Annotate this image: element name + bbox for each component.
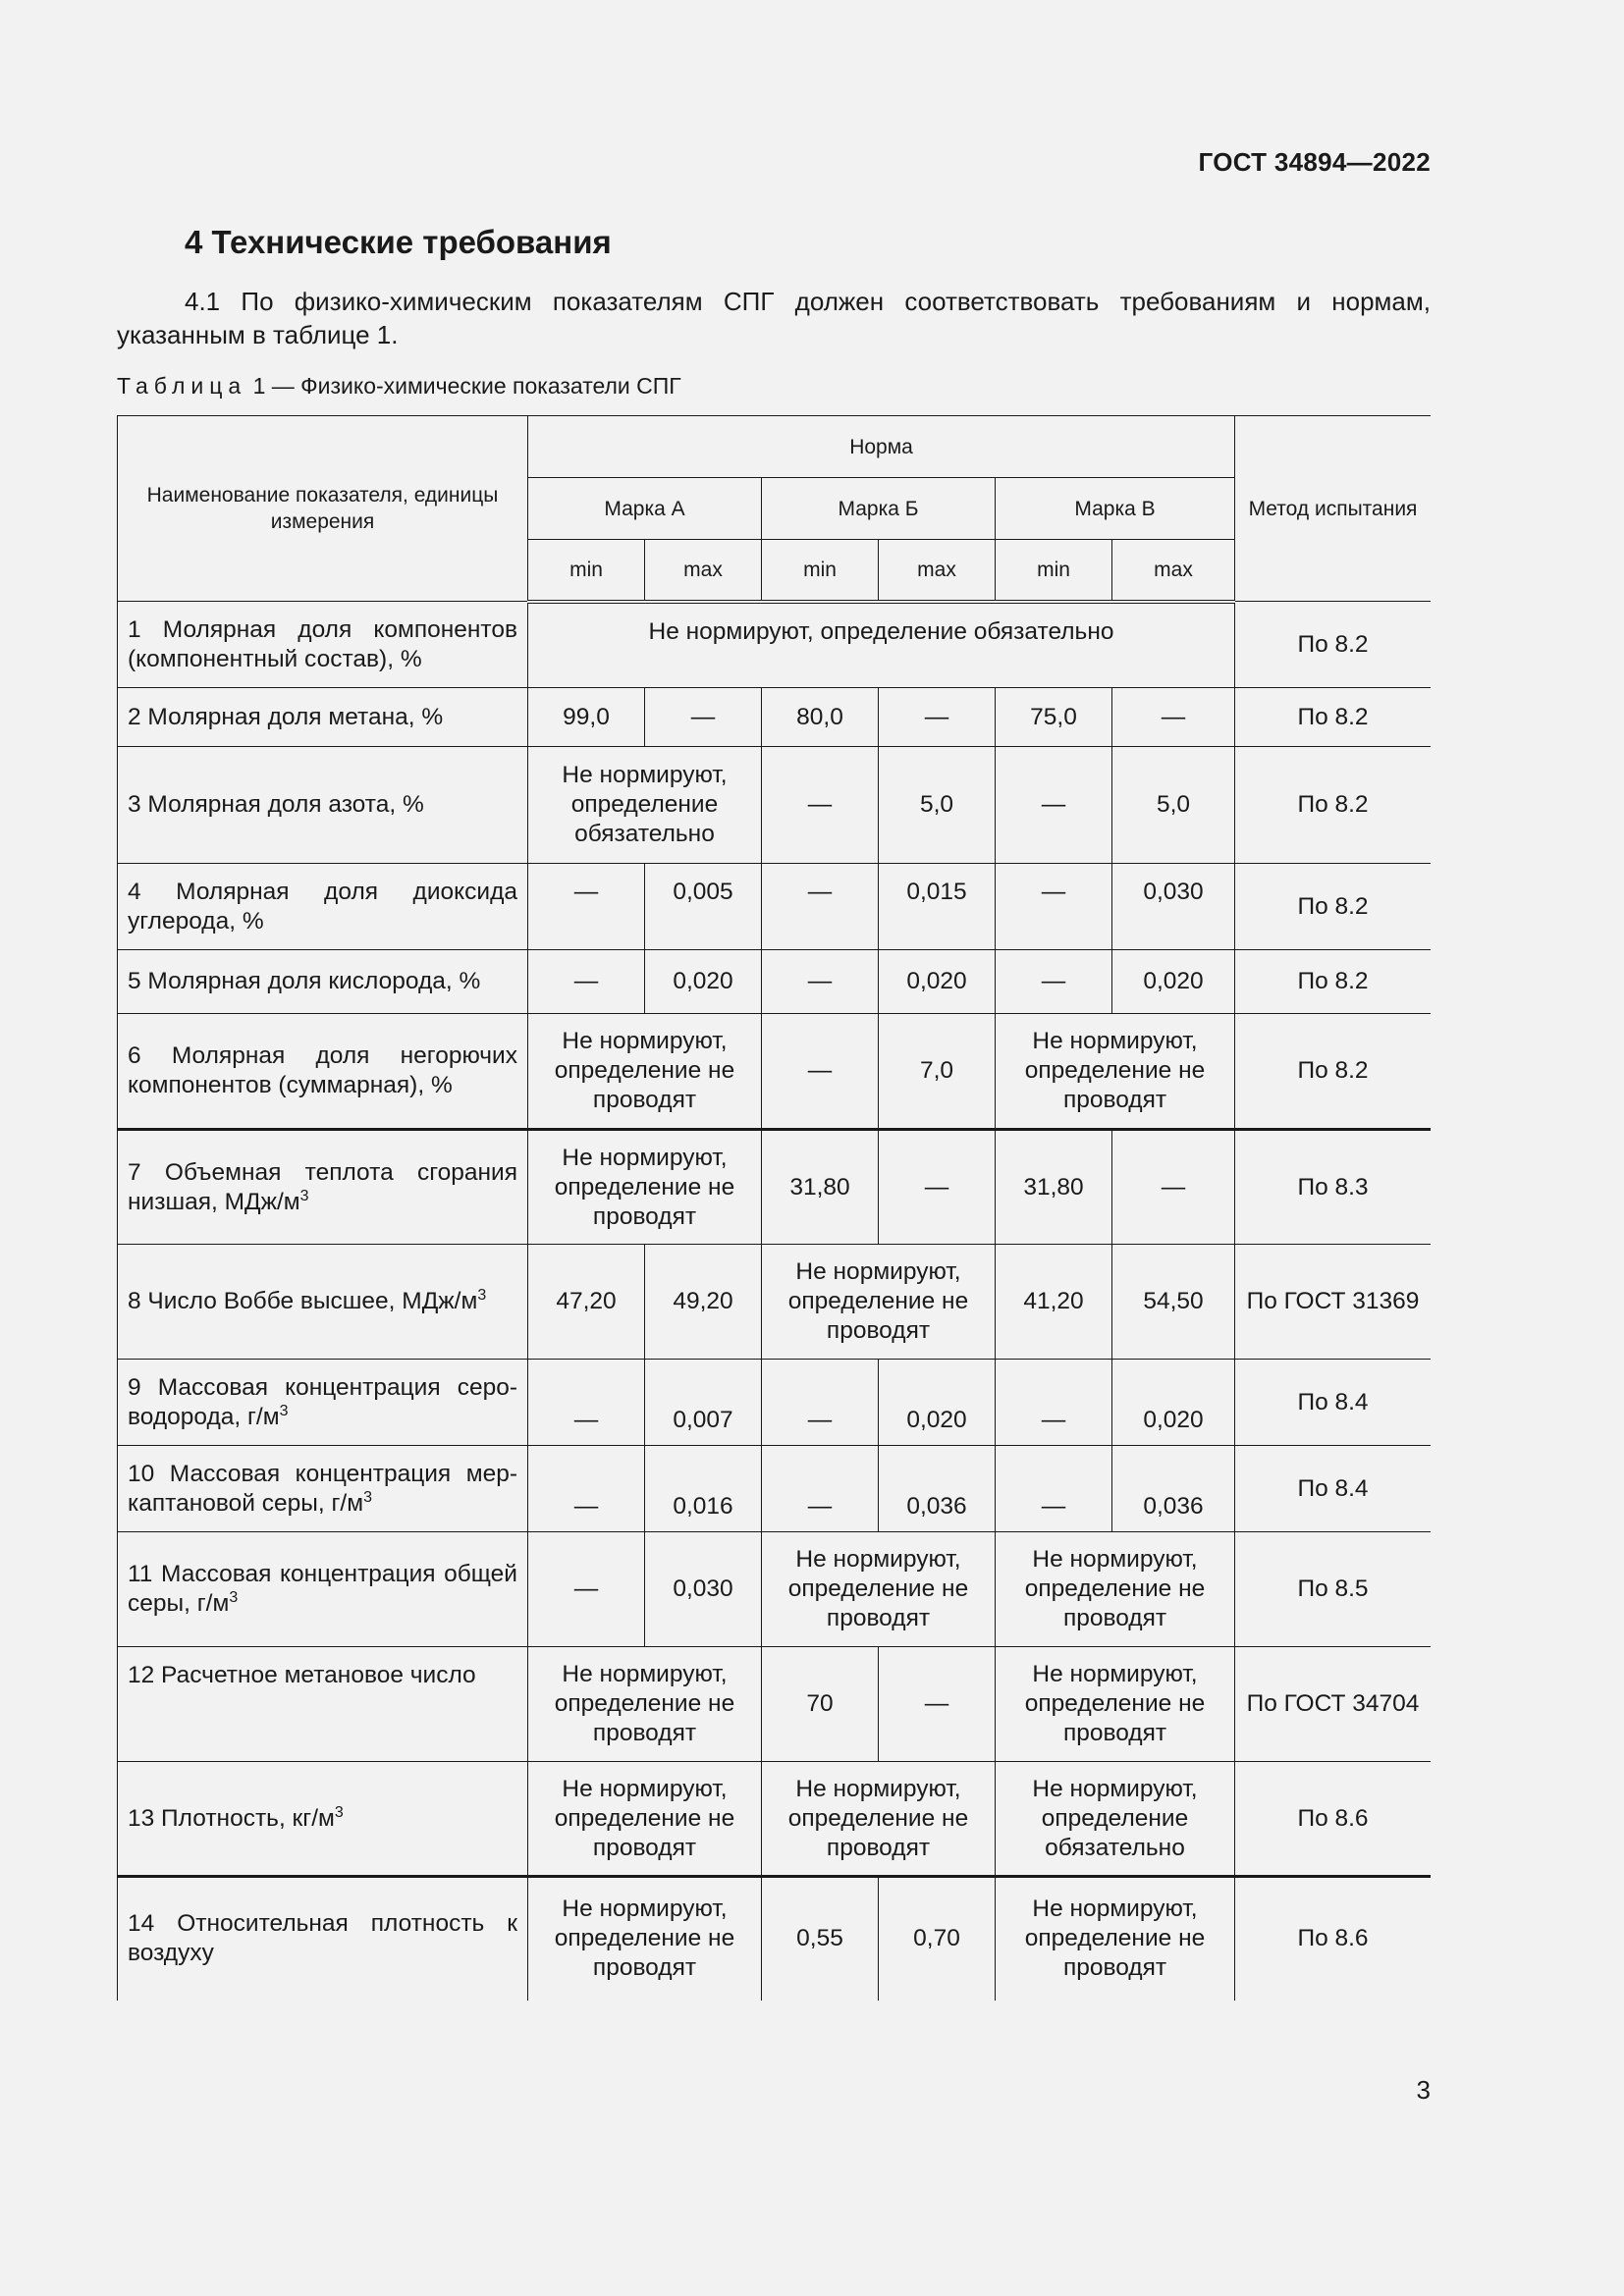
grade-v-min: 75,0 [996,688,1112,747]
grade-v-min: — [996,950,1112,1014]
row-method: По 8.2 [1235,864,1431,950]
grade-a-span: Не нормируют, определение не проводят [528,1130,762,1245]
grade-v-max: 0,030 [1112,864,1235,950]
grade-b-max: — [879,688,996,747]
grade-a-min: 47,20 [528,1245,645,1360]
grade-b-min: 70 [762,1647,879,1762]
grade-b-max: 5,0 [879,747,996,864]
row-name [118,1245,528,1360]
table-row [118,1014,1432,1130]
grade-v-span: Не нормируют, определение не проводят [996,1647,1235,1762]
grade-b-min: — [762,747,879,864]
section-title: 4 Технические требования [185,224,612,260]
table-row [118,950,1432,1014]
grade-b-min: — [762,864,879,950]
grade-a-span: Не нормируют, определение не проводят [528,1762,762,1877]
grade-v-min: 41,20 [996,1245,1112,1360]
row-name-text: 9 Массовая концентрация сероводорода, г/м [128,1373,517,1430]
grade-b-min: — [762,1014,879,1130]
page-number: 3 [1416,2075,1431,2105]
row-method: По 8.2 [1235,602,1431,688]
document-code: ГОСТ 34894—2022 [1198,147,1431,177]
grade-v-span: Не нормируют, определение обязательно [996,1762,1235,1877]
row-name: 6 Молярная доля негорючих компонентов (суммарная), % [118,1014,528,1130]
grade-v-span: Не нормируют, определение не проводят [996,1014,1235,1130]
grade-v-max: 0,036 [1112,1446,1235,1532]
grade-a-span: Не нормируют, определение не проводят [528,1877,762,2001]
grade-a-max: 0,030 [645,1532,762,1647]
row-name-text: 11 Массовая концентрация общей серы, г/м [128,1561,517,1617]
grade-v-span: Не нормируют, определение не проводят [996,1877,1235,2001]
grade-a-max: 0,020 [645,950,762,1014]
row-name [118,1360,528,1446]
row-name [118,1446,528,1532]
row-method: По 8.5 [1235,1532,1431,1647]
table-row [118,1877,1432,2001]
grade-a-span: Не нормируют, определение не проводят [528,1647,762,1762]
header-grade-a: Марка А [528,478,762,540]
grade-b-min: — [762,1446,879,1532]
header-max: max [1112,540,1235,602]
row-name-text: 7 Объемная теплота сгорания низшая, МДж/м [128,1158,517,1215]
superscript: 3 [299,1187,309,1204]
grade-a-span: Не нормируют, определение не проводят [528,1014,762,1130]
grade-b-min: — [762,1360,879,1446]
grade-b-span: Не нормируют, определение не проводят [762,1532,996,1647]
grade-v-min: 31,80 [996,1130,1112,1245]
row-method: По 8.3 [1235,1130,1431,1245]
superscript: 3 [279,1402,289,1419]
header-min: min [762,540,879,602]
table-row [118,688,1432,747]
grade-a-min: 99,0 [528,688,645,747]
superscript: 3 [334,1803,344,1821]
grade-b-max: 0,036 [879,1446,996,1532]
row-name [118,1532,528,1647]
grade-b-span: Не нормируют, определение не проводят [762,1245,996,1360]
grade-b-max: 0,70 [879,1877,996,2001]
grade-a-min: — [528,864,645,950]
table-caption [117,373,681,400]
grade-a-min: — [528,1446,645,1532]
row-name: 1 Молярная доля компонентов (компонентный состав), % [118,602,528,688]
header-min: min [528,540,645,602]
row-method: По 8.2 [1235,747,1431,864]
header-method: Метод испытания [1235,416,1431,602]
row-name-text: 13 Плотность, кг/м [128,1804,335,1832]
header-grade-v: Марка В [996,478,1235,540]
grade-v-max: — [1112,1130,1235,1245]
row-method: По 8.4 [1235,1360,1431,1446]
grade-v-max: 54,50 [1112,1245,1235,1360]
grade-b-max: 0,015 [879,864,996,950]
row-method: По 8.2 [1235,1014,1431,1130]
grade-v-min: — [996,1360,1112,1446]
row-name [118,1130,528,1245]
table-row [118,864,1432,950]
row-method: По ГОСТ 34704 [1235,1647,1431,1762]
table-row [118,1245,1432,1360]
grade-a-max: — [645,688,762,747]
caption-label: Таблица [117,373,247,399]
grade-v-max: 5,0 [1112,747,1235,864]
row-method: По ГОСТ 31369 [1235,1245,1431,1360]
row-name: 12 Расчетное метановое число [118,1647,528,1762]
header-norm: Норма [528,416,1235,478]
row-name-text: 10 Массовая концентрация меркаптановой серы, г/м [128,1460,517,1517]
superscript: 3 [229,1589,239,1606]
intro-paragraph: 4.1 По физико-химическим показателям СПГ должен соответствовать требованиям и нормам, указанным в таблице 1. [117,287,1431,349]
grade-a-max: 0,016 [645,1446,762,1532]
grade-v-span: Не нормируют, определение не проводят [996,1532,1235,1647]
grade-v-max: 0,020 [1112,950,1235,1014]
grade-b-max: — [879,1647,996,1762]
row-name [118,1762,528,1877]
grade-v-max: — [1112,688,1235,747]
row-name: 5 Молярная доля кислорода, % [118,950,528,1014]
table-row [118,1762,1432,1877]
table-row [118,1130,1432,1245]
grade-a-max: 0,007 [645,1360,762,1446]
grade-a-min: — [528,1360,645,1446]
grade-b-min: 31,80 [762,1130,879,1245]
caption-text: 1 — Физико-химические показатели СПГ [246,373,681,399]
grade-v-min: — [996,747,1112,864]
grade-b-min: 0,55 [762,1877,879,2001]
row-method: По 8.6 [1235,1877,1431,2001]
header-max: max [879,540,996,602]
norm-span-all: Не нормируют, определение обязательно [528,602,1235,688]
row-method: По 8.2 [1235,950,1431,1014]
row-name: 4 Молярная доля диоксида углерода, % [118,864,528,950]
grade-b-max: 7,0 [879,1014,996,1130]
table-row [118,1360,1432,1446]
row-name: 14 Относительная плотность к воздуху [118,1877,528,2001]
grade-v-min: — [996,1446,1112,1532]
header-name: Наименование показателя, единицы измерения [118,416,528,602]
grade-v-max: 0,020 [1112,1360,1235,1446]
grade-b-max: 0,020 [879,950,996,1014]
row-method: По 8.4 [1235,1446,1431,1532]
spec-table [117,415,1431,2001]
grade-a-max: 49,20 [645,1245,762,1360]
grade-b-max: 0,020 [879,1360,996,1446]
superscript: 3 [477,1287,487,1304]
table-row [118,1532,1432,1647]
table-row [118,1647,1432,1762]
grade-a-max: 0,005 [645,864,762,950]
table-row [118,602,1432,688]
table-container [117,415,1431,2002]
row-method: По 8.2 [1235,688,1431,747]
superscript: 3 [363,1488,372,1506]
row-name: 2 Молярная доля метана, % [118,688,528,747]
table-row [118,1446,1432,1532]
grade-b-max: — [879,1130,996,1245]
row-name: 3 Молярная доля азота, % [118,747,528,864]
header-grade-b: Марка Б [762,478,996,540]
grade-a-span: Не нормируют, определение обязательно [528,747,762,864]
table-row [118,747,1432,864]
grade-b-min: 80,0 [762,688,879,747]
grade-v-min: — [996,864,1112,950]
grade-b-min: — [762,950,879,1014]
row-name-text: 8 Число Воббе высшее, МДж/м [128,1288,478,1314]
grade-b-span: Не нормируют, определение не проводят [762,1762,996,1877]
header-max: max [645,540,762,602]
grade-a-min: — [528,1532,645,1647]
header-min: min [996,540,1112,602]
row-method: По 8.6 [1235,1762,1431,1877]
grade-a-min: — [528,950,645,1014]
